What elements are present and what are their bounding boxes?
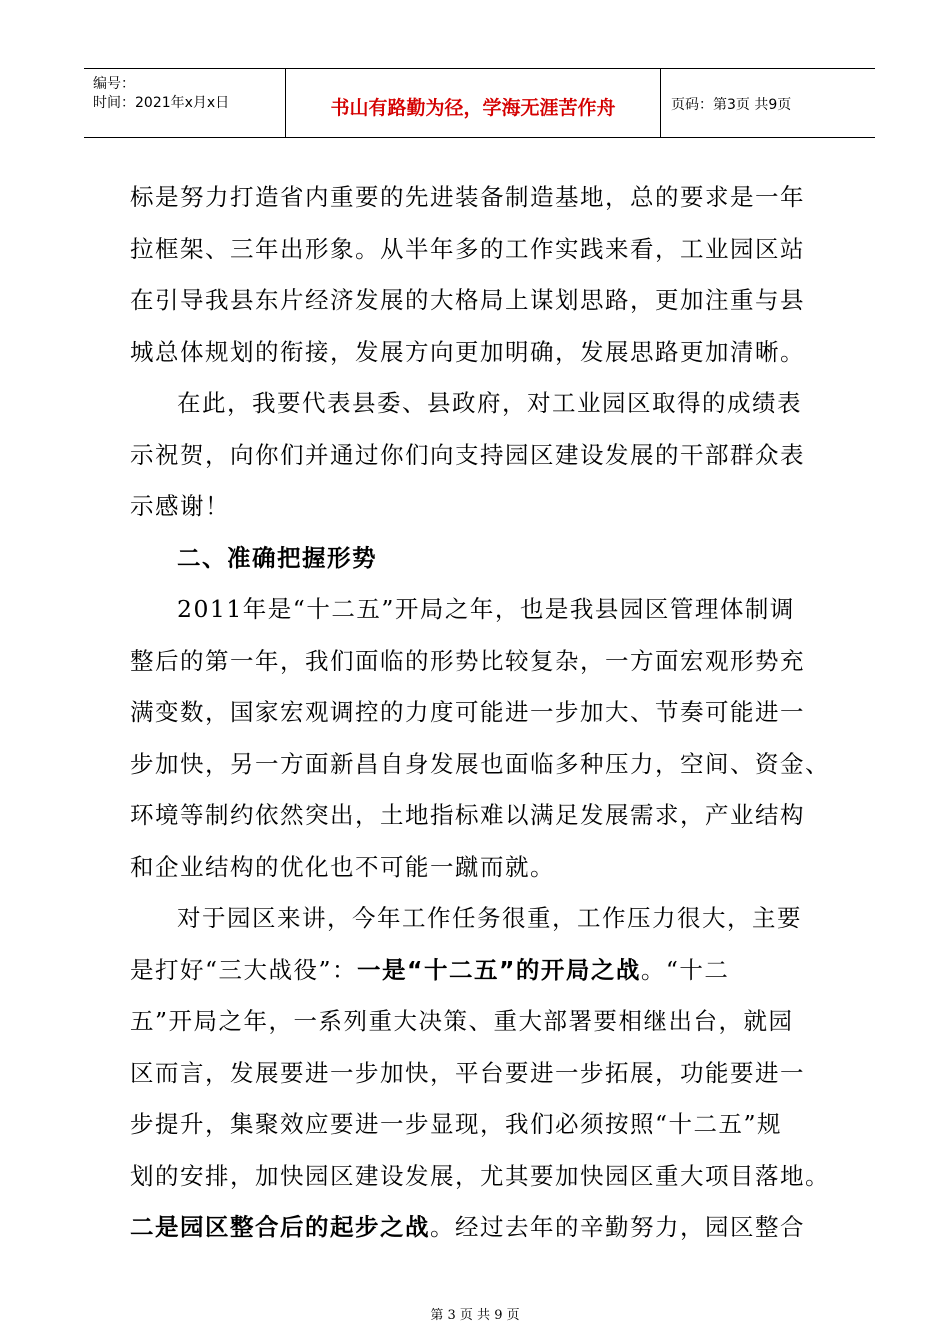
header-page-code: 页码：第3页 共9页 (671, 97, 792, 113)
text-line: 2011年是“十二五”开局之年，也是我县园区管理体制调 (177, 595, 795, 623)
header-motto: 书山有路勤为径，学海无涯苦作舟 (330, 97, 616, 119)
text-line: 步提升，集聚效应要进一步显现，我们必须按照“十二五”规 (130, 1110, 783, 1138)
text-line: 示祝贺，向你们并通过你们向支持园区建设发展的干部群众表 (130, 440, 805, 469)
text-line: 城总体规划的衔接，发展方向更加明确，发展思路更加清晰。 (130, 337, 805, 366)
number-label: 编号： (93, 76, 135, 92)
text-line: 五”开局之年，一系列重大决策、重大部署要相继出台，就园 (130, 1007, 794, 1035)
text-line: 和企业结构的优化也不可能一蹴而就。 (130, 852, 555, 881)
text-line: 环境等制约依然突出，土地指标难以满足发展需求，产业结构 (130, 801, 805, 829)
text-line: 在此，我要代表县委、县政府，对工业园区取得的成绩表 (177, 389, 802, 417)
text-line: 拉框架、三年出形象。从半年多的工作实践来看，工业园区站 (130, 234, 805, 263)
text-line (130, 951, 830, 1003)
document-header (84, 68, 875, 138)
header-motto-cell (286, 69, 661, 137)
bold-phrase: 一是“十二五”的开局之战 (357, 955, 641, 984)
page-footer: 第 3 页 共 9 页 (430, 1308, 520, 1323)
text-span: 。经过去年的辛勤努力，园区整合 (430, 1213, 805, 1241)
text-line: 示感谢！ (130, 492, 230, 520)
text-line (130, 1208, 830, 1260)
text-line: 满变数，国家宏观调控的力度可能进一步加大、节奏可能进一 (130, 698, 805, 726)
text-line: 标是努力打造省内重要的先进装备制造基地，总的要求是一年 (130, 183, 805, 211)
header-page-cell (661, 69, 875, 137)
text-line: 整后的第一年，我们面临的形势比较复杂，一方面宏观形势充 (130, 646, 805, 675)
section-heading: 二、准确把握形势 (177, 543, 377, 572)
text-line: 步加快，另一方面新昌自身发展也面临多种压力，空间、资金、 (130, 749, 830, 778)
text-line: 在引导我县东片经济发展的大格局上谋划思路，更加注重与县 (130, 286, 805, 314)
text-line: 区而言，发展要进一步加快，平台要进一步拓展，功能要进一 (130, 1058, 805, 1087)
bold-phrase: 二是园区整合后的起步之战 (130, 1213, 430, 1241)
text-line: 划的安排，加快园区建设发展，尤其要加快园区重大项目落地。 (130, 1161, 830, 1190)
text-span: 是打好“三大战役”： (130, 955, 358, 984)
document-body (130, 178, 830, 1260)
text-line: 对于园区来讲，今年工作任务很重，工作压力很大，主要 (177, 904, 802, 932)
header-meta-cell (84, 69, 286, 137)
time-label: 时间：2021年x月x日 (93, 95, 230, 111)
text-span: 。“十二 (640, 955, 730, 984)
